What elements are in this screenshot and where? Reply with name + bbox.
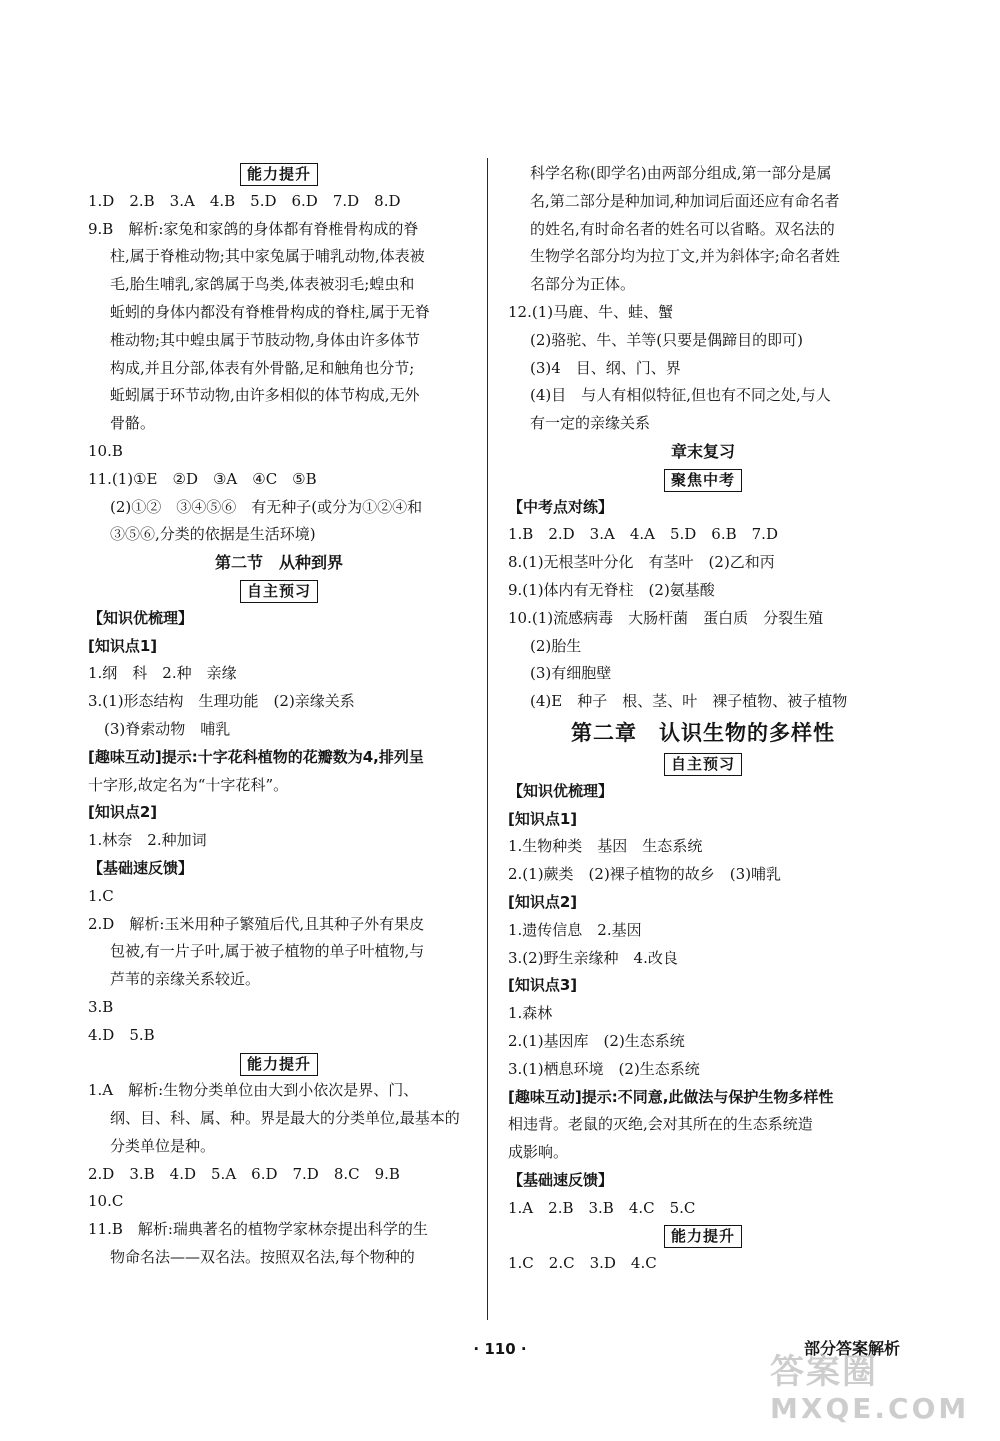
answer-line: 椎动物;其中蝗虫属于节肢动物,身体由许多体节 — [110, 330, 420, 349]
watermark-line-2: MXQE.COM — [770, 1392, 970, 1425]
answer-line: 物命名法——双名法。按照双名法,每个物种的 — [110, 1248, 415, 1267]
answer-line: 11.B 解析:瑞典著名的植物学家林奈提出科学的生 — [88, 1220, 428, 1239]
subheading: 【基础速反馈】 — [508, 1170, 614, 1189]
section-label: 能力提升 — [240, 163, 318, 186]
answer-line: 1.C 2.C 3.D 4.C — [508, 1254, 657, 1273]
answer-line: 的姓名,有时命名者的姓名可以省略。双名法的 — [530, 219, 835, 238]
answer-line: 柱,属于脊椎动物;其中家兔属于哺乳动物,体表被 — [110, 247, 425, 266]
answer-line: 纲、目、科、属、种。界是最大的分类单位,最基本的 — [110, 1109, 460, 1128]
answer-line: 十字形,故定名为“十字花科”。 — [88, 775, 289, 794]
answer-line: (3)有细胞壁 — [530, 664, 612, 683]
answer-line: 1.森林 — [508, 1004, 553, 1023]
answer-line: 科学名称(即学名)由两部分组成,第一部分是属 — [530, 164, 832, 182]
answer-line: 1.A 2.B 3.B 4.C 5.C — [508, 1198, 696, 1217]
answer-line: 名部分为正体。 — [530, 275, 636, 294]
subheading: [趣味互动]提示:不同意,此做法与保护生物多样性 — [508, 1087, 834, 1106]
answer-line: 3.(1)栖息环境 (2)生态系统 — [508, 1059, 700, 1078]
section-label-row — [508, 1222, 898, 1250]
answer-line: 11.(1)①E ②D ③A ④C ⑤B — [88, 469, 317, 488]
section-label-row — [88, 160, 470, 188]
answer-line: 2.D 解析:玉米用种子繁殖后代,且其种子外有果皮 — [88, 914, 425, 933]
answer-line: 3.B — [88, 997, 114, 1016]
answer-line: 4.D 5.B — [88, 1025, 155, 1044]
subheading: 【基础速反馈】 — [88, 858, 194, 877]
answer-line: 蚯蚓的身体内都没有脊椎骨构成的脊柱,属于无脊 — [110, 302, 430, 321]
answer-line: 1.生物种类 基因 生态系统 — [508, 837, 703, 856]
subheading: [知识点1] — [88, 636, 158, 655]
answer-line: 有一定的亲缘关系 — [530, 414, 651, 433]
answer-line: (2)胎生 — [530, 636, 582, 655]
answer-line: (2)①② ③④⑤⑥ 有无种子(或分为①②④和 — [110, 497, 423, 516]
answer-line: (2)骆驼、牛、羊等(只要是偶蹄目的即可) — [530, 330, 803, 349]
section-title: 章末复习 — [670, 441, 735, 461]
section-label-row — [508, 750, 898, 778]
section-label: 能力提升 — [664, 1225, 742, 1248]
answer-line: 9.(1)体内有无脊柱 (2)氨基酸 — [508, 580, 715, 599]
subheading: 【中考点对练】 — [508, 497, 614, 516]
answer-line: 相违背。老鼠的灭绝,会对其所在的生态系统造 — [508, 1115, 813, 1134]
answer-line: (4)E 种子 根、茎、叶 裸子植物、被子植物 — [530, 692, 848, 711]
left-column — [88, 160, 470, 1272]
answer-line: 1.纲 科 2.种 亲缘 — [88, 664, 237, 683]
answer-line: 蚯蚓属于环节动物,由许多相似的体节构成,无外 — [110, 386, 420, 405]
subheading: [知识点2] — [88, 803, 158, 822]
section-label: 自主预习 — [240, 580, 318, 603]
answer-line: (4)目 与人有相似特征,但也有不同之处,与人 — [530, 386, 831, 405]
answer-line: 1.林奈 2.种加词 — [88, 831, 207, 850]
answer-line: 1.B 2.D 3.A 4.A 5.D 6.B 7.D — [508, 525, 778, 544]
section-label-row — [508, 466, 898, 494]
subheading: [趣味互动]提示:十字花科植物的花瓣数为4,排列呈 — [88, 747, 424, 766]
answer-line: 分类单位是种。 — [110, 1136, 216, 1155]
answer-line: 芦苇的亲缘关系较近。 — [110, 970, 261, 989]
answer-line: (3)4 目、纲、门、界 — [530, 358, 681, 377]
subheading: [知识点2] — [508, 892, 578, 911]
answer-line: 1.D 2.B 3.A 4.B 5.D 6.D 7.D 8.D — [88, 191, 401, 210]
answer-line: 9.B 解析:家兔和家鸽的身体都有脊椎骨构成的脊 — [88, 219, 419, 238]
section-label: 能力提升 — [240, 1053, 318, 1076]
column-divider — [487, 158, 488, 1320]
subheading: [知识点1] — [508, 809, 578, 828]
section-title: 第二节 从种到界 — [214, 553, 343, 573]
subheading: 【知识优梳理】 — [88, 608, 194, 627]
answer-line: 包被,有一片子叶,属于被子植物的单子叶植物,与 — [110, 942, 425, 961]
footer-title: 部分答案解析 — [803, 1339, 900, 1358]
answer-line: 10.B — [88, 441, 123, 460]
answer-line: 骨骼。 — [110, 414, 156, 433]
answer-line: 构成,并且分部,体表有外骨骼,足和触角也分节; — [110, 358, 415, 377]
section-label-row — [88, 577, 470, 605]
answer-line: (3)脊索动物 哺乳 — [104, 719, 231, 738]
answer-line: 名,第二部分是种加词,种加词后面还应有命名者 — [530, 191, 840, 210]
answer-line: 1.A 解析:生物分类单位由大到小依次是界、门、 — [88, 1081, 419, 1100]
subheading: [知识点3] — [508, 976, 578, 995]
answer-line: 10.C — [88, 1192, 124, 1211]
answer-line: 2.(1)基因库 (2)生态系统 — [508, 1031, 685, 1050]
answer-line: 1.遗传信息 2.基因 — [508, 920, 642, 939]
chapter-title: 第二章 认识生物的多样性 — [571, 720, 835, 745]
answer-line: 毛,胎生哺乳,家鸽属于鸟类,体表被羽毛;蝗虫和 — [110, 275, 415, 294]
answer-line: 1.C — [88, 886, 114, 905]
right-column — [508, 160, 898, 1278]
answer-line: 3.(2)野生亲缘种 4.改良 — [508, 948, 678, 967]
answer-line: 12.(1)马鹿、牛、蛙、蟹 — [508, 302, 674, 321]
answer-line: 8.(1)无根茎叶分化 有茎叶 (2)乙和丙 — [508, 553, 775, 572]
answer-line: 成影响。 — [508, 1143, 569, 1162]
answer-line: 10.(1)流感病毒 大肠杆菌 蛋白质 分裂生殖 — [508, 608, 824, 627]
subheading: 【知识优梳理】 — [508, 781, 614, 800]
section-label-row — [88, 1050, 470, 1078]
watermark-line-1: 答案圈 — [770, 1352, 878, 1392]
answer-line: ③⑤⑥,分类的依据是生活环境) — [110, 525, 316, 544]
answer-line: 3.(1)形态结构 生理功能 (2)亲缘关系 — [88, 692, 355, 711]
section-label: 聚焦中考 — [664, 469, 742, 492]
section-label: 自主预习 — [664, 753, 742, 776]
answer-line: 生物学名部分均为拉丁文,并为斜体字;命名者姓 — [530, 247, 840, 266]
watermark-logo — [770, 1352, 990, 1432]
answer-line: 2.(1)蕨类 (2)裸子植物的故乡 (3)哺乳 — [508, 865, 782, 884]
page-number: · 110 · — [473, 1340, 527, 1358]
answer-line: 2.D 3.B 4.D 5.A 6.D 7.D 8.C 9.B — [88, 1164, 400, 1183]
